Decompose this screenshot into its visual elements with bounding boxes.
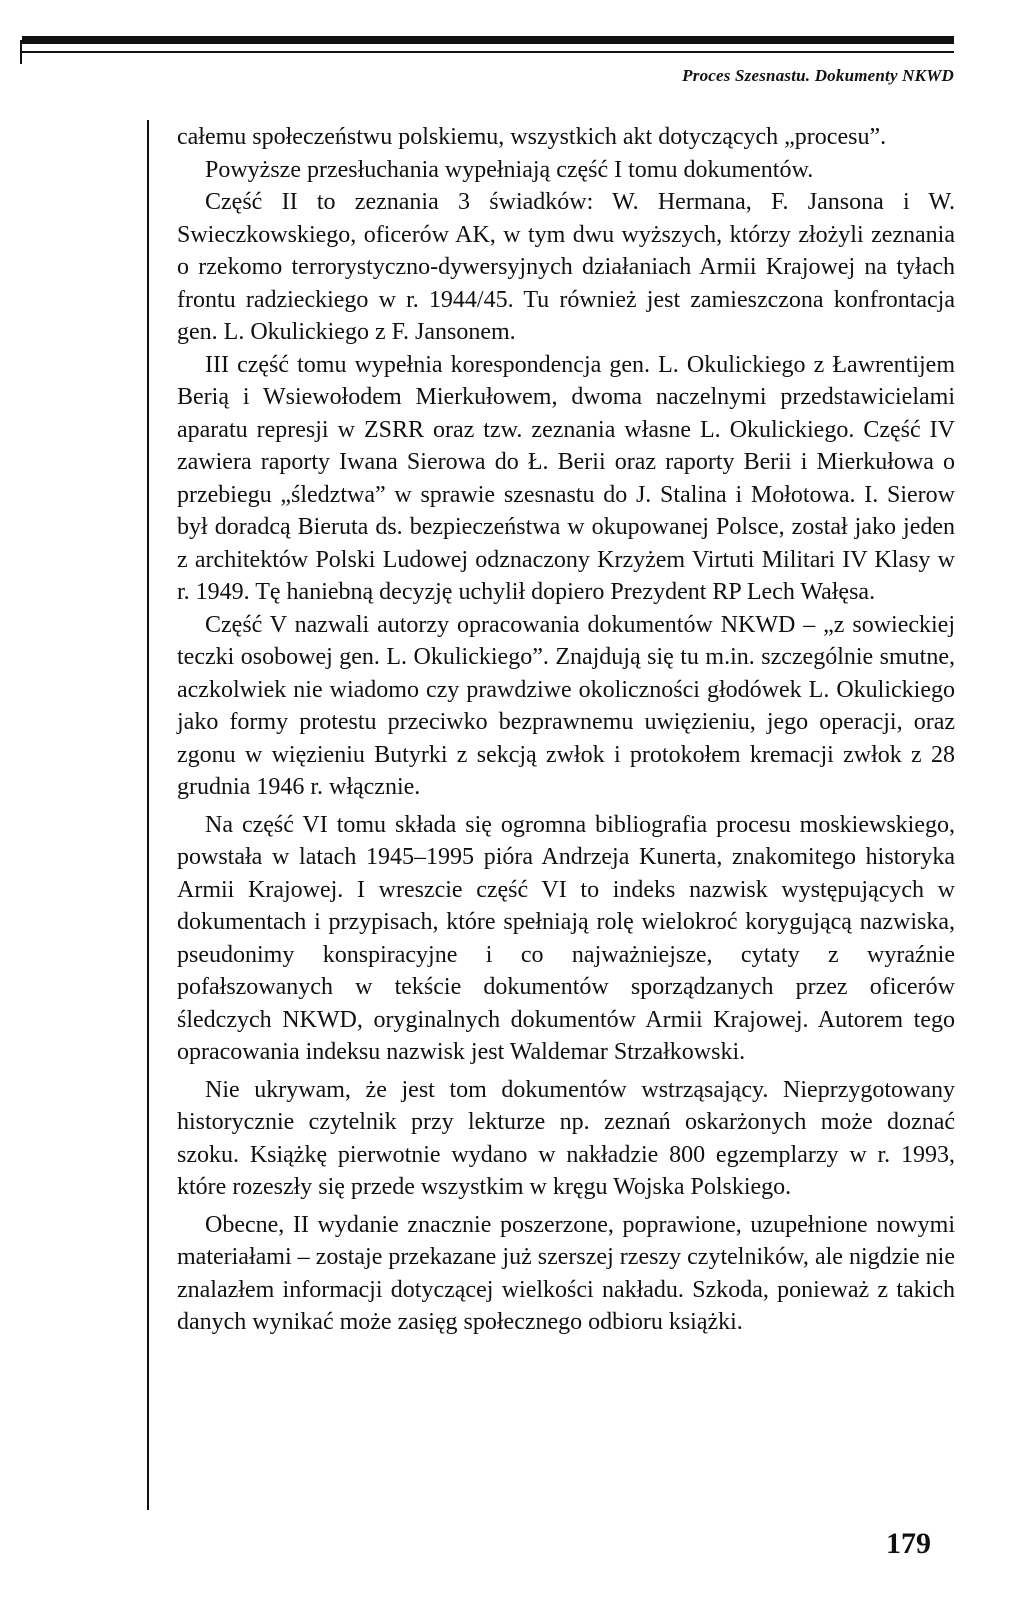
paragraph-1: całemu społeczeństwu polskiemu, wszystkich akt dotyczących „procesu”. [177,124,887,150]
paragraph-8: Obecne, II wydanie znacznie poszerzone, poprawione, uzupełnione nowymi materiałami – zostaje przekazane już szerszej rzeszy czytelników, ale nigdzie nie znalazłem informacji dotyczącej wielkości nakładu. Szkoda, ponieważ z takich danych wynikać może zasięg społecznego odbioru książki. [177,1211,955,1335]
header-rule-thin [22,51,954,53]
margin-bar [147,120,149,1510]
body-text [177,121,955,1339]
page-number: 179 [886,1527,931,1560]
paragraph-4: III część tomu wypełnia korespondencja gen. L. Okulickiego z Ławrentijem Berią i Wsiewołodem Mierkułowem, dwoma naczelnymi przedstawicielami aparatu represji w ZSRR oraz tzw. zeznania własne L. Okulickiego. Część IV zawiera raporty Iwana Sierowa do Ł. Berii oraz raporty Berii i Mierkułowa o przebiegu „śledztwa” w sprawie szesnastu do J. Stalina i Mołotowa. I. Sierow był doradcą Bieruta ds. bezpieczeństwa w okupowanej Polsce, został jako jeden z architektów Polski Ludowej odznaczony Krzyżem Virtuti Militari IV Klasy w r. 1949. Tę haniebną decyzję uchylił dopiero Prezydent RP Lech Wałęsa. [177,351,955,605]
paragraph-5: Część V nazwali autorzy opracowania dokumentów NKWD – „z sowieckiej teczki osobowej gen. L. Okulickiego”. Znajdują się tu m.in. szczególnie smutne, aczkolwiek nie wiadomo czy prawdziwe okoliczności głodówek L. Okulickiego jako formy protestu przeciwko bezprawnemu uwięzieniu, jego operacji, oraz zgonu w więzieniu Butyrki z sekcją zwłok i protokołem kremacji zwłok z 28 grudnia 1946 r. włącznie. [177,611,955,800]
header-left-tick [20,40,22,64]
paragraph-6: Na część VI tomu składa się ogromna bibliografia procesu moskiewskiego, powstała w latach 1945–1995 pióra Andrzeja Kunerta, znakomitego historyka Armii Krajowej. I wreszcie część VI to indeks nazwisk występujących w dokumentach i przypisach, które spełniają rolę wielokroć korygującą nazwiska, pseudonimy konspiracyjne i co najważniejsze, cytaty z wyraźnie pofałszowanych w tekście dokumentów sporządzanych przez oficerów śledczych NKWD, oryginalnych dokumentów Armii Krajowej. Autorem tego opracowania indeksu nazwisk jest Waldemar Strzałkowski. [177,811,955,1065]
paragraph-2: Powyższe przesłuchania wypełniają część I tomu dokumentów. [205,156,814,183]
paragraph-3: Część II to zeznania 3 świadków: W. Hermana, F. Jansona i W. Swieczkowskiego, oficerów AK, w tym dwu wyższych, którzy złożyli zeznania o rzekomo terrorystyczno-dywersyjnych działaniach Armii Krajowej na tyłach frontu radzieckiego w r. 1944/45. Tu również jest zamieszczona konfrontacja gen. L. Okulickiego z F. Jansonem. [177,189,955,345]
header-rule-thick [22,36,954,44]
running-header: Proces Szesnastu. Dokumenty NKWD [682,66,954,85]
paragraph-7: Nie ukrywam, że jest tom dokumentów wstrząsający. Nieprzygotowany historycznie czytelnik przy lekturze np. zeznań oskarżonych może doznać szoku. Książkę pierwotnie wydano w nakładzie 800 egzemplarzy w r. 1993, które rozeszły się przede wszystkim w kręgu Wojska Polskiego. [177,1076,955,1200]
